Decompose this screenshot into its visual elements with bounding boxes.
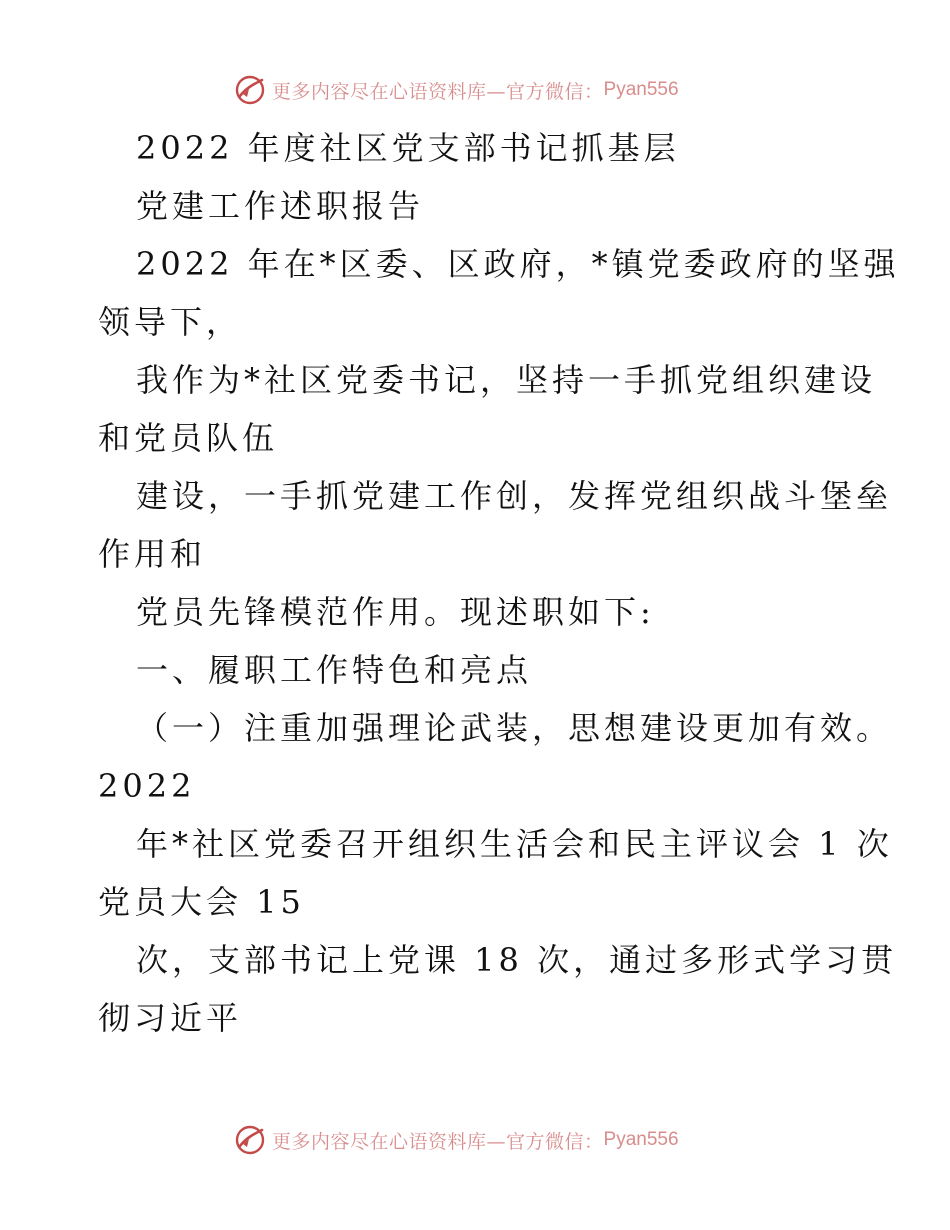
body-text-line: 党员大会 15 [98,883,305,921]
banner-wechat-id: Pyan556 [603,79,679,100]
section-heading: 一、履职工作特色和亮点 [136,651,533,689]
header-watermark-banner [234,72,679,108]
body-text-line: 我作为*社区党委书记，坚持一手抓党组织建设 [136,361,877,399]
body-text-line: 建设，一手抓党建工作创，发挥党组织战斗堡垒 [136,477,893,515]
body-text-line: 次，支部书记上党课 18 次，通过多形式学习贯 [136,941,898,979]
body-text-line: 领导下， [98,303,243,341]
body-text-line: 和党员队伍 [98,419,279,457]
document-title-line-2: 党建工作述职报告 [136,187,425,225]
body-text-line: 年*社区党委召开组织生活会和民主评议会 1 次 [136,825,893,863]
banner-text: 更多内容尽在心语资料库—官方微信： [272,80,604,103]
subsection-heading: （一）注重加强理论武装，思想建设更加有效。 [136,709,893,747]
pen-circle-logo-icon [234,74,266,106]
document-title-line-1: 2022 年度社区党支部书记抓基层 [136,129,680,167]
body-text-line: 党员先锋模范作用。现述职如下: [136,593,655,631]
body-text-line: 2022 [98,767,196,805]
body-text-line: 彻习近平 [98,999,243,1037]
footer-watermark-banner [234,1122,679,1158]
banner-wechat-id: Pyan556 [603,1129,679,1150]
banner-text: 更多内容尽在心语资料库—官方微信： [272,1130,604,1153]
body-text-line: 2022 年在*区委、区政府，*镇党委政府的坚强 [136,245,900,283]
pen-circle-logo-icon [234,1124,266,1156]
body-text-line: 作用和 [98,535,207,573]
